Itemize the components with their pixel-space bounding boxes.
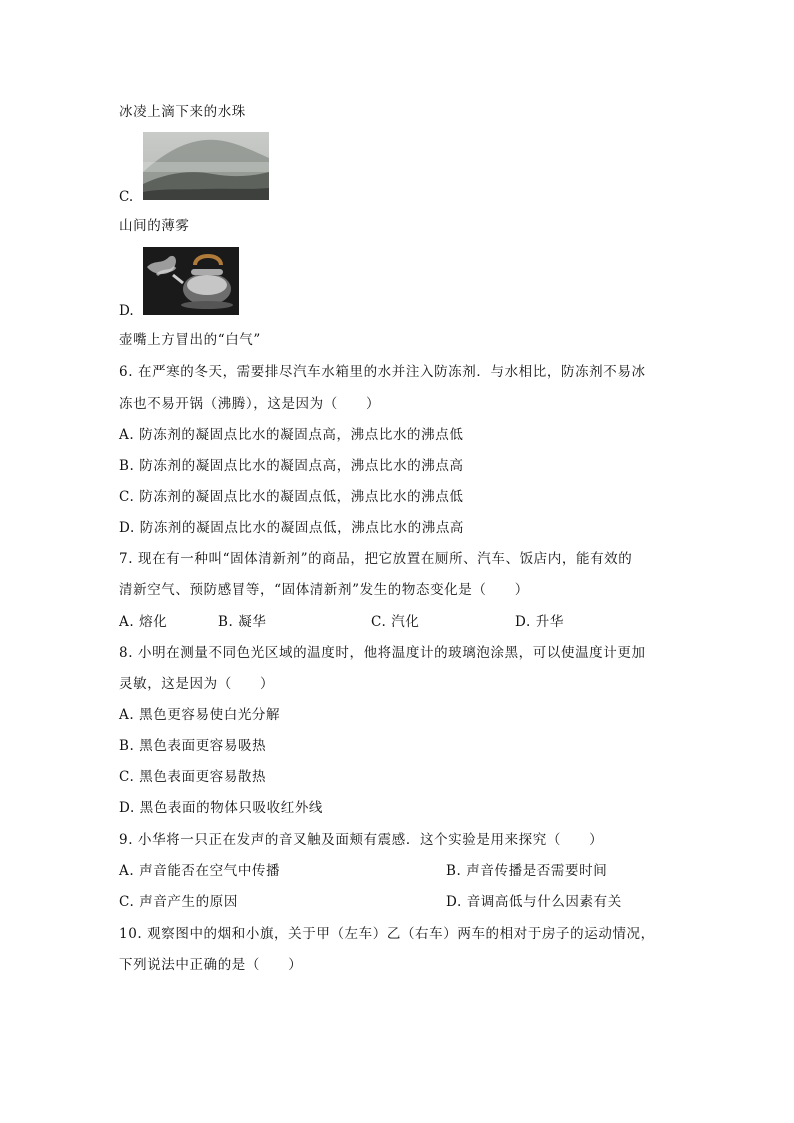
q8-stem-line2: 灵敏，这是因为（ ） [119,676,275,692]
q9-option-a: A. 声音能否在空气中传播 [119,863,281,879]
misty-mountain-image [143,132,269,200]
option-c-caption: 山间的薄雾 [119,218,190,234]
q10-stem-line1: 10. 观察图中的烟和小旗，关于甲（左车）乙（右车）两车的相对于房子的运动情况， [119,926,655,942]
kettle-steam-image [143,247,239,315]
q6-stem-line1: 6. 在严寒的冬天，需要排尽汽车水箱里的水并注入防冻剂．与水相比，防冻剂不易冰 [119,364,646,380]
q8-option-b: B. 黑色表面更容易吸热 [119,738,267,754]
q10-stem-line2: 下列说法中正确的是（ ） [119,957,303,973]
q6-stem-line2: 冻也不易开锅（沸腾），这是因为（ ） [119,396,381,412]
top-caption: 冰凌上滴下来的水珠 [119,104,246,120]
option-d-letter: D. [119,303,134,319]
q8-option-a: A. 黑色更容易使白光分解 [119,707,281,723]
q9-stem: 9. 小华将一只正在发声的音叉触及面颊有震感．这个实验是用来探究（ ） [119,832,604,848]
q6-option-b: B. 防冻剂的凝固点比水的凝固点高，沸点比水的沸点高 [119,458,464,474]
q7-option-a: A. 熔化 [119,614,168,630]
q6-option-a: A. 防冻剂的凝固点比水的凝固点高，沸点比水的沸点低 [119,427,464,443]
q9-option-c: C. 声音产生的原因 [119,894,238,910]
option-d-caption: 壶嘴上方冒出的“白气” [119,332,261,348]
q8-option-c: C. 黑色表面更容易散热 [119,769,267,785]
q7-option-b: B. 凝华 [218,614,267,630]
q7-option-d: D. 升华 [515,614,564,630]
q6-option-c: C. 防冻剂的凝固点比水的凝固点低，沸点比水的沸点低 [119,489,464,505]
q8-option-d: D. 黑色表面的物体只吸收红外线 [119,800,324,816]
q7-option-c: C. 汽化 [371,614,420,630]
q9-option-d: D. 音调高低与什么因素有关 [446,894,622,910]
option-c-letter: C. [119,189,134,205]
q7-stem-line1: 7. 现在有一种叫“固体清新剂”的商品，把它放置在厕所、汽车、饭店内，能有效的 [119,551,633,567]
q9-option-b: B. 声音传播是否需要时间 [446,863,608,879]
q6-option-d: D. 防冻剂的凝固点比水的凝固点低，沸点比水的沸点高 [119,520,465,536]
q7-stem-line2: 清新空气、预防感冒等，“固体清新剂”发生的物态变化是（ ） [119,582,529,598]
q8-stem-line1: 8. 小明在测量不同色光区域的温度时，他将温度计的玻璃泡涂黑，可以使温度计更加 [119,645,646,661]
